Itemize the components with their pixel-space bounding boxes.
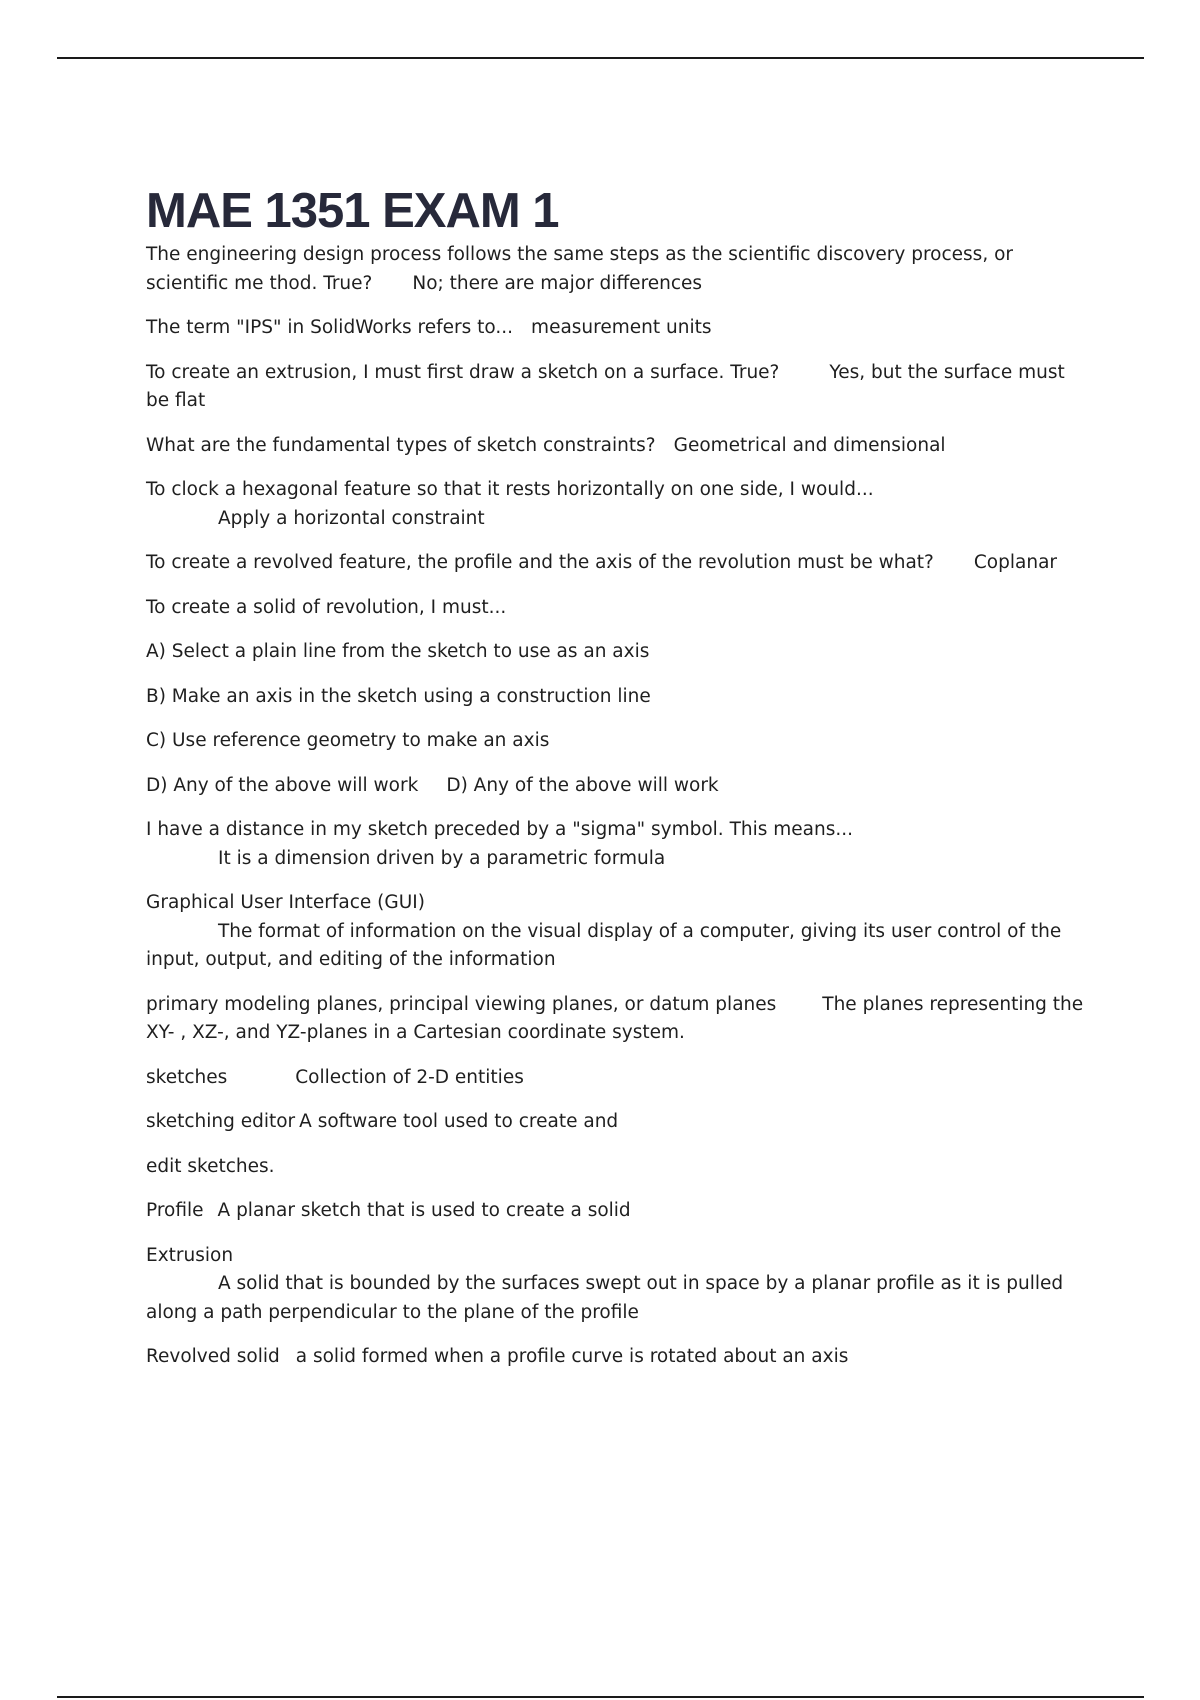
answer: measurement units <box>531 317 712 339</box>
document-body <box>146 186 1091 1388</box>
question: The term "IPS" in SolidWorks refers to... <box>146 317 514 339</box>
qa-item <box>146 1108 1091 1137</box>
question: I have a distance in my sketch preceded by a "sigma" symbol. This means... <box>146 819 853 841</box>
bottom-rule <box>57 1696 1144 1698</box>
question: To create a solid of revolution, I must... <box>146 596 507 618</box>
question: D) Any of the above will work <box>146 774 419 796</box>
answer: Geometrical and dimensional <box>673 434 946 456</box>
question: C) Use reference geometry to make an axis <box>146 730 550 752</box>
answer: No; there are major differences <box>412 272 703 294</box>
qa-item <box>146 1242 1091 1328</box>
qa-item <box>146 359 1091 416</box>
answer: Apply a horizontal constraint <box>218 507 485 529</box>
qa-item <box>146 683 1091 712</box>
answer: The planes representing the XY- , XZ-, and YZ-planes in a Cartesian coordinate system. <box>146 993 1084 1044</box>
qa-item <box>146 816 1091 873</box>
question: What are the fundamental types of sketch constraints? <box>146 434 656 456</box>
qa-item <box>146 889 1091 975</box>
question: Revolved solid <box>146 1346 280 1368</box>
qa-item <box>146 1153 1091 1182</box>
qa-item <box>146 432 1091 461</box>
question: sketches <box>146 1066 228 1088</box>
answer: a solid formed when a profile curve is rotated about an axis <box>295 1346 849 1368</box>
question: A) Select a plain line from the sketch to use as an axis <box>146 641 650 663</box>
question: sketching editor <box>146 1111 296 1133</box>
question: edit sketches. <box>146 1155 275 1177</box>
qa-item <box>146 594 1091 623</box>
answer: The format of information on the visual display of a computer, giving its user control of the input, output, and editing of the information <box>146 920 1062 971</box>
qa-item <box>146 772 1091 801</box>
question: B) Make an axis in the sketch using a construction line <box>146 685 651 707</box>
question: primary modeling planes, principal viewing planes, or datum planes <box>146 993 777 1015</box>
qa-item <box>146 1064 1091 1093</box>
question: The engineering design process follows the same steps as the scientific discovery process, or scientific me thod. True? <box>146 244 1014 294</box>
question: Profile <box>146 1200 204 1222</box>
qa-item <box>146 549 1091 578</box>
question: Graphical User Interface (GUI) <box>146 892 425 914</box>
question: To create an extrusion, I must first draw a sketch on a surface. True? <box>146 361 780 383</box>
answer: A solid that is bounded by the surfaces swept out in space by a planar profile as it is pulled along a path perpendicular to the plane of the profile <box>146 1273 1064 1323</box>
answer: Coplanar <box>973 552 1058 574</box>
qa-item <box>146 314 1091 343</box>
qa-item <box>146 1197 1091 1226</box>
answer: Yes, but the surface must be flat <box>146 361 1065 412</box>
qa-item <box>146 727 1091 756</box>
question: To clock a hexagonal feature so that it rests horizontally on one side, I would... <box>146 479 874 501</box>
answer: Collection of 2-D entities <box>295 1066 524 1088</box>
qa-item <box>146 241 1091 298</box>
qa-item <box>146 991 1091 1048</box>
qa-item <box>146 1343 1091 1372</box>
answer: A planar sketch that is used to create a solid <box>217 1200 631 1222</box>
answer: D) Any of the above will work <box>446 774 719 796</box>
top-rule <box>57 57 1144 59</box>
page-title: MAE 1351 EXAM 1 <box>146 184 559 238</box>
qa-item <box>146 638 1091 667</box>
qa-item <box>146 476 1091 533</box>
answer: It is a dimension driven by a parametric formula <box>218 847 666 869</box>
question: Extrusion <box>146 1244 234 1266</box>
answer: A software tool used to create and <box>299 1111 619 1133</box>
question: To create a revolved feature, the profile and the axis of the revolution must be what? <box>146 552 934 574</box>
